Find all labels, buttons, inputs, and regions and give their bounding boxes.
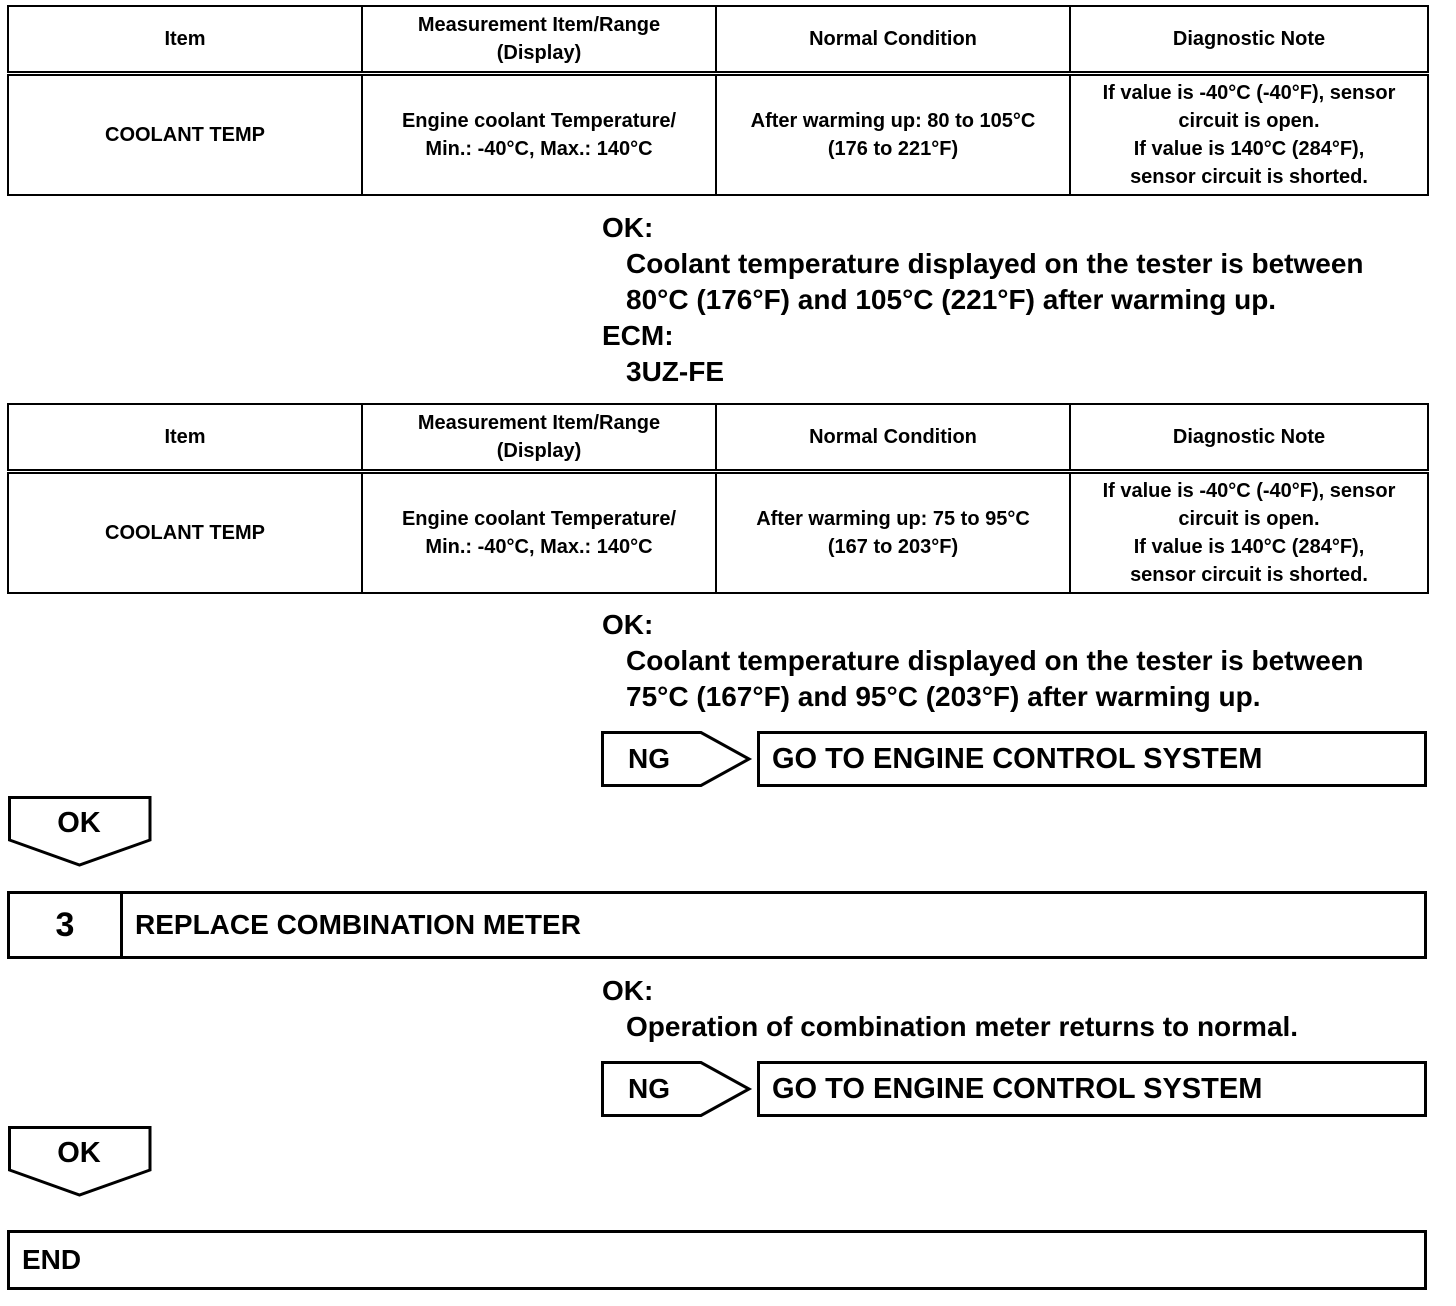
cell-normal-condition — [716, 74, 1070, 196]
ok-arrow-2[interactable] — [8, 1126, 154, 1198]
table-row — [8, 74, 1428, 196]
ok-arrow-1[interactable] — [8, 796, 154, 868]
header-normal-condition: Normal Condition — [716, 404, 1070, 472]
ok-label: OK: — [602, 609, 654, 640]
cell-normal-condition — [716, 472, 1070, 594]
header-diagnostic-note: Diagnostic Note — [1070, 6, 1428, 74]
measurement-line: Engine coolant Temperature/ — [401, 110, 677, 132]
cell-diagnostic-note — [1070, 74, 1428, 196]
cell-item: COOLANT TEMP — [8, 74, 362, 196]
cell-measurement — [362, 74, 716, 196]
header-measurement: Measurement Item/Range (Display) — [362, 6, 716, 74]
normal-line: After warming up: 80 to 105°C — [750, 110, 1036, 132]
note-line: If value is -40°C (-40°F), sensor — [1102, 82, 1396, 104]
ok-text-line: 75°C (167°F) and 95°C (203°F) after warming up. — [626, 681, 1261, 712]
normal-line: (167 to 203°F) — [827, 536, 959, 558]
table-header-row — [8, 404, 1428, 472]
cell-item: COOLANT TEMP — [8, 472, 362, 594]
step-3-header — [7, 891, 1427, 959]
ok-label: OK: — [602, 975, 654, 1006]
header-item: Item — [8, 6, 362, 74]
ng-arrow-1[interactable] — [601, 731, 753, 787]
header-normal-condition: Normal Condition — [716, 6, 1070, 74]
ok-text-line: Coolant temperature displayed on the tester is between — [626, 645, 1364, 676]
ok-criteria-3 — [602, 973, 1442, 1045]
note-line: If value is 140°C (284°F), — [1133, 536, 1365, 558]
ok-text-line: Operation of combination meter returns to normal. — [626, 1011, 1299, 1042]
ok-label: OK: — [602, 212, 654, 243]
measurement-line: Min.: -40°C, Max.: 140°C — [425, 536, 653, 558]
ok-arrow-label: OK — [57, 1137, 101, 1169]
end-box: END — [7, 1230, 1427, 1290]
header-item: Item — [8, 404, 362, 472]
note-line: sensor circuit is shorted. — [1130, 166, 1368, 188]
table-row — [8, 472, 1428, 594]
ng-label: NG — [628, 743, 670, 774]
note-line: If value is 140°C (284°F), — [1133, 138, 1365, 160]
note-line: circuit is open. — [1178, 110, 1320, 132]
ok-text-line: 80°C (176°F) and 105°C (221°F) after warming up. — [626, 284, 1277, 315]
header-diagnostic-note: Diagnostic Note — [1070, 404, 1428, 472]
ng-target-box-2[interactable]: GO TO ENGINE CONTROL SYSTEM — [757, 1061, 1427, 1117]
ng-label: NG — [628, 1073, 670, 1104]
ng-arrow-2[interactable] — [601, 1061, 753, 1117]
coolant-temp-table-2 — [7, 403, 1429, 594]
ng-arrow-icon — [601, 1061, 753, 1117]
measurement-line: Engine coolant Temperature/ — [401, 508, 677, 530]
ok-criteria-1 — [602, 210, 1442, 390]
header-measurement: Measurement Item/Range (Display) — [362, 404, 716, 472]
normal-line: After warming up: 75 to 95°C — [756, 508, 1030, 530]
note-line: sensor circuit is shorted. — [1130, 564, 1368, 586]
note-line: circuit is open. — [1178, 508, 1320, 530]
table-header-row — [8, 6, 1428, 74]
normal-line: (176 to 221°F) — [827, 138, 959, 160]
ng-target-box-1[interactable]: GO TO ENGINE CONTROL SYSTEM — [757, 731, 1427, 787]
cell-measurement — [362, 472, 716, 594]
measurement-line: Min.: -40°C, Max.: 140°C — [425, 138, 653, 160]
note-line: If value is -40°C (-40°F), sensor — [1102, 480, 1396, 502]
ok-arrow-label: OK — [57, 807, 101, 839]
coolant-temp-table-1 — [7, 5, 1429, 196]
step-number: 3 — [10, 894, 123, 956]
ecm-label: ECM: — [602, 320, 674, 351]
ecm-value: 3UZ-FE — [626, 356, 724, 387]
ng-arrow-icon — [601, 731, 753, 787]
ok-text-line: Coolant temperature displayed on the tester is between — [626, 248, 1364, 279]
ok-criteria-2 — [602, 607, 1442, 715]
step-title: REPLACE COMBINATION METER — [135, 909, 581, 940]
cell-diagnostic-note — [1070, 472, 1428, 594]
